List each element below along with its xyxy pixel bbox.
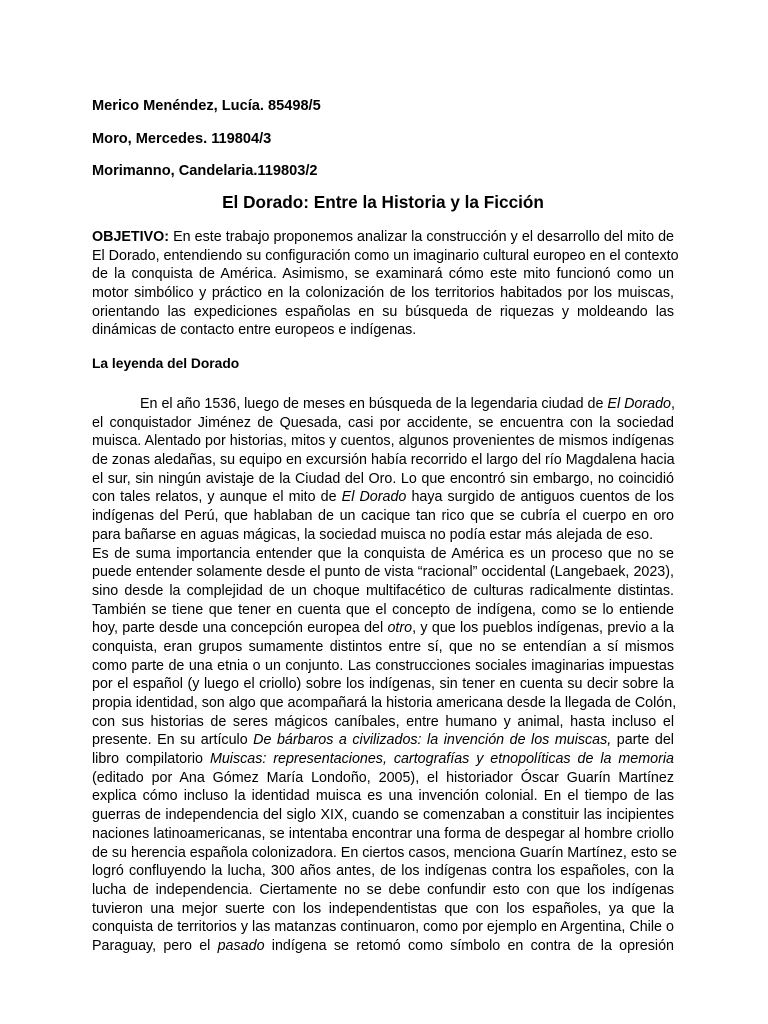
author-line-3: Morimanno, Candelaria.119803/2 xyxy=(92,163,318,179)
objective-text: En este trabajo proponemos analizar la construcción y el desarrollo del mito de xyxy=(169,229,674,245)
body-text-segment: muisca. Alentado por historias, mitos y cuentos, algunos provenientes de mismos indígenas xyxy=(92,433,674,450)
body-italic-segment: El Dorado xyxy=(341,489,407,506)
body-line xyxy=(92,731,674,750)
objective-label: OBJETIVO: xyxy=(92,229,170,245)
body-line xyxy=(92,844,677,863)
body-text-segment: propia identidad, son algo que acompañará la historia americana desde la llegada de Colón, xyxy=(92,695,677,711)
document-page xyxy=(92,0,679,1024)
body-line xyxy=(92,918,674,937)
body-line xyxy=(92,713,674,732)
document-title: El Dorado: Entre la Historia y la Ficción xyxy=(222,192,544,212)
body-text-segment: logró confluyendo la lucha, 300 años antes, de los indígenas contra los españoles, con la xyxy=(92,863,674,880)
objective-line xyxy=(92,228,674,247)
body-line xyxy=(92,694,677,713)
body-line xyxy=(92,601,674,620)
body-line xyxy=(92,414,674,433)
body-text-segment: Es de suma importancia entender que la conquista de América es un proceso que no se xyxy=(92,545,674,562)
body-line xyxy=(92,881,674,900)
body-line xyxy=(92,451,674,470)
body-text-segment: haya surgido de antiguos cuentos de los xyxy=(406,489,675,506)
body-italic-segment: otro xyxy=(387,620,413,637)
body-line xyxy=(92,582,674,601)
body-text-segment: por el español (y luego el criollo) sobre los indígenas, sin tener en cuenta su decir sobre la xyxy=(92,676,674,693)
body-text-segment: conquista, eran grupos sumamente distintos entre sí, que no se entendían a sí mismos xyxy=(92,638,674,655)
body-text-segment: de zonas aledañas, su equipo en excursión había recorrido el largo del río Magdalena hacia xyxy=(92,452,675,469)
body-text-segment: presente. En su artículo xyxy=(92,732,254,749)
body-text-segment: conquista de territorios y las matanzas continuaron, como por ejemplo en Argentina, Chile o xyxy=(92,919,674,936)
body-text-segment: , xyxy=(670,396,675,412)
body-text-segment: naciones latinoamericanas, se intentaba encontrar una forma de despegar al hombre criollo xyxy=(92,825,674,842)
body-text-segment: (editado por Ana Gómez María Londoño, 2005), el historiador Óscar Guarín Martínez xyxy=(92,769,674,786)
body-text-segment: puede entender solamente desde el punto de vista “racional” occidental (Langebaek, 2023), xyxy=(92,564,674,581)
body-line xyxy=(92,769,674,788)
body-italic-segment: El Dorado xyxy=(607,396,671,412)
body-text-segment: indígenas del Perú, que hablaban de un cacique tan rico que se cubría el cuerpo en oro xyxy=(92,508,674,525)
body-line xyxy=(92,619,674,638)
body-line xyxy=(92,563,674,582)
body-text-segment: hoy, parte desde una concepción europea del xyxy=(92,620,388,637)
body-text-segment: con sus historias de seres mágicos caníbales, entre humano y animal, hasta incluso el xyxy=(92,713,674,730)
body-text-segment: tuvieron una mejor suerte con los independentistas que con los españoles, ya que la xyxy=(92,900,674,917)
body-italic-segment: Muiscas: representaciones, cartografías y etnopolíticas de la memoria xyxy=(209,751,674,768)
objective-line: El Dorado, entendiendo su configuración como un imaginario cultural europeo en el contexto xyxy=(92,247,679,264)
body-text-segment: el conquistador Jiménez de Quesada, casi por accidente, se encuentra con la sociedad xyxy=(92,414,674,431)
author-line-2: Moro, Mercedes. 119804/3 xyxy=(92,131,272,147)
body-text-segment: explica cómo incluso la identidad muisca es una invención colonial. En el tiempo de las xyxy=(92,788,674,805)
body-text-segment: de su herencia española colonizadora. En ciertos casos, menciona Guarín Martínez, esto se xyxy=(92,844,677,861)
body-line xyxy=(92,395,674,414)
body-text-segment: con tales relatos, y aunque el mito de xyxy=(92,489,342,506)
objective-paragraph xyxy=(92,228,679,340)
body-line xyxy=(92,862,674,881)
body-text-segment: sino desde la complejidad de un choque multifacético de culturas radicalmente distintas. xyxy=(92,582,674,599)
body-text-segment: indígena se retomó como símbolo en contra de la opresión xyxy=(264,937,674,954)
body-line xyxy=(92,526,674,545)
objective-line: orientando las expediciones españolas en su búsqueda de riquezas y moldeando las xyxy=(92,303,674,320)
objective-line: motor simbólico y práctico en la colonización de los territorios habitados por los muiscas, xyxy=(92,285,674,302)
body-line xyxy=(92,470,674,489)
body-line xyxy=(92,750,674,769)
body-text-segment: libro compilatorio xyxy=(92,751,210,768)
body-line xyxy=(92,432,674,451)
body-line xyxy=(92,638,674,657)
body-italic-segment: pasado xyxy=(217,937,265,954)
objective-line: dinámicas de contacto entre europeos e indígenas. xyxy=(92,322,417,339)
body-line xyxy=(92,825,674,844)
body-text-segment: para bañarse en aguas mágicas, la sociedad muisca no podía estar más alejada de eso. xyxy=(92,526,654,543)
body-text-segment: el sur, sin ningún avistaje de la Ciudad del Oro. Lo que encontró sin embargo, no coincidió xyxy=(92,470,674,487)
body-text-segment: guerras de independencia del siglo XIX, cuando se comenzaban a constituir las incipientes xyxy=(92,807,674,824)
body-line xyxy=(92,937,674,956)
body-line xyxy=(92,675,674,694)
body-text xyxy=(92,395,677,956)
body-line xyxy=(92,507,674,526)
body-italic-segment: De bárbaros a civilizados: la invención de los muiscas, xyxy=(253,732,612,749)
body-line xyxy=(92,787,674,806)
body-text-segment: En el año 1536, luego de meses en búsqueda de la legendaria ciudad de xyxy=(140,396,608,412)
body-line xyxy=(92,806,674,825)
body-text-segment: parte del xyxy=(611,732,674,749)
objective-line: de la conquista de América. Asimismo, se examinará cómo este mito funcionó como un xyxy=(92,266,674,283)
body-line xyxy=(92,900,674,919)
body-text-segment: , y que los pueblos indígenas, previo a la xyxy=(412,620,674,637)
body-line xyxy=(92,545,674,564)
body-line xyxy=(92,657,674,676)
body-text-segment: lucha de independencia. Ciertamente no se debe confundir esto con que los indígenas xyxy=(92,881,674,898)
body-text-segment: Paraguay, pero el xyxy=(92,937,218,954)
body-line xyxy=(92,488,674,507)
author-line-1: Merico Menéndez, Lucía. 85498/5 xyxy=(92,98,321,114)
body-text-segment: como parte de una etnia o un conjunto. Las construcciones sociales imaginarias impuestas xyxy=(92,657,674,674)
section-heading: La leyenda del Dorado xyxy=(92,356,240,371)
body-text-segment: También se tiene que tener en cuenta que el concepto de indígena, como se lo entiende xyxy=(92,601,674,618)
